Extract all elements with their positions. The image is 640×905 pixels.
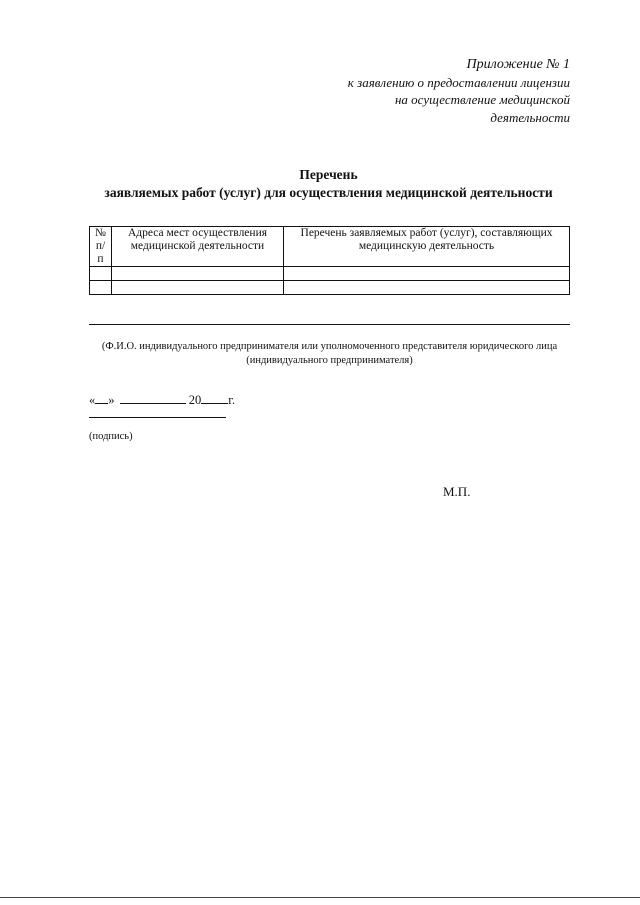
table-cell[interactable] <box>112 267 284 281</box>
table-cell[interactable] <box>90 281 112 295</box>
appendix-line: на осуществление медицинской <box>394 92 570 107</box>
appendix-title: Приложение № 1 <box>466 57 570 72</box>
signature-caption: (подпись) <box>89 431 133 442</box>
title-line: Перечень <box>299 167 358 182</box>
year-blank[interactable] <box>201 392 228 404</box>
table-row <box>90 267 570 281</box>
table-row <box>90 281 570 295</box>
document-title <box>88 166 569 202</box>
appendix-line: деятельности <box>490 109 570 125</box>
date-open-quote: « <box>89 393 96 407</box>
signature-line[interactable] <box>89 417 226 418</box>
fio-line[interactable] <box>89 324 570 325</box>
month-blank[interactable] <box>120 392 186 404</box>
table-cell[interactable] <box>284 267 570 281</box>
date-close-quote: » <box>108 393 115 407</box>
fio-caption <box>89 340 570 368</box>
fio-caption-line: (Ф.И.О. индивидуального предпринимателя или уполномоченного представителя юридического лица <box>101 341 558 352</box>
title-line: заявляемых работ (услуг) для осуществления медицинской деятельности <box>104 185 553 200</box>
services-table <box>89 226 570 295</box>
table-header-row <box>90 227 570 267</box>
page-bottom-edge <box>0 897 640 898</box>
fio-caption-line: (индивидуального предпринимателя) <box>246 355 413 366</box>
header-services: Перечень заявляемых работ (услуг), составляющих медицинскую деятельность <box>284 227 570 267</box>
day-blank[interactable] <box>95 392 108 404</box>
table-cell[interactable] <box>90 267 112 281</box>
header-addresses: Адреса мест осуществления медицинской деятельности <box>112 227 284 267</box>
table-cell[interactable] <box>112 281 284 295</box>
stamp-label: М.П. <box>443 484 471 499</box>
date-field <box>89 392 235 408</box>
year-suffix: г. <box>228 393 236 407</box>
header-number: № п/п <box>90 227 112 267</box>
year-prefix: 20 <box>188 393 202 407</box>
table-cell[interactable] <box>284 281 570 295</box>
appendix-header <box>348 56 570 126</box>
appendix-line: к заявлению о предоставлении лицензии <box>347 74 570 90</box>
